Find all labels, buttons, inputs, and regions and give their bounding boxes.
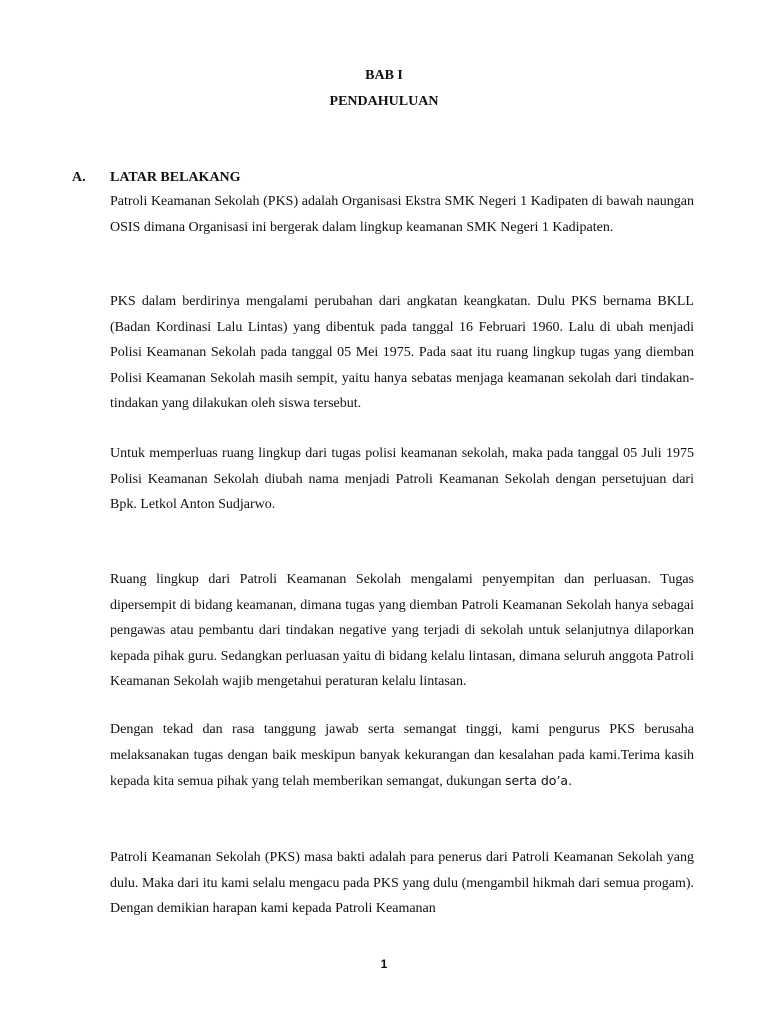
paragraph-1: Patroli Keamanan Sekolah (PKS) adalah Organisasi Ekstra SMK Negeri 1 Kadipaten di bawah naungan OSIS dimana Organisasi ini bergerak dalam lingkup keamanan SMK Negeri 1 Kadipaten. [110,194,694,235]
page-number: 1 [380,957,388,971]
paragraph-4: Ruang lingkup dari Patroli Keamanan Sekolah mengalami penyempitan dan perluasan. Tugas dipersempit di bidang keamanan, dimana tugas yang diemban Patroli Keamanan Sekolah hanya sebagai pengawas atau pembantu dari tindakan negative yang terjadi di sekolah untuk selanjutnya dilaporkan kepada pihak guru. Sedangkan perluasan yaitu di bidang kelalu lintasan, dimana seluruh anggota Patroli Keamanan Sekolah wajib mengetahui peraturan kelalu lintasan. [110,572,694,690]
section-title: LATAR BELAKANG [110,170,241,185]
chapter-number: BAB I [365,68,403,83]
paragraph-3: Untuk memperluas ruang lingkup dari tugas polisi keamanan sekolah, maka pada tanggal 05 Juli 1975 Polisi Keamanan Sekolah diubah nama menjadi Patroli Keamanan Sekolah dengan persetujuan dari Bpk. Letkol Anton Sudjarwo. [110,446,694,513]
paragraph-5-tail: serta do’a. [504,773,573,789]
paragraph-6: Patroli Keamanan Sekolah (PKS) masa bakti adalah para penerus dari Patroli Keamanan Sekolah yang dulu. Maka dari itu kami selalu mengacu pada PKS yang dulu (mengambil hikmah dari semua progam). Dengan demikian harapan kami kepada Patroli Keamanan [110,850,694,917]
paragraph-2: PKS dalam berdirinya mengalami perubahan dari angkatan keangkatan. Dulu PKS bernama BKLL (Badan Kordinasi Lalu Lintas) yang dibentuk pada tanggal 16 Februari 1960. Lalu di ubah menjadi Polisi Keamanan Sekolah pada tanggal 05 Mei 1975. Pada saat itu ruang lingkup tugas yang diemban Polisi Keamanan Sekolah masih sempit, yaitu hanya sebatas menjaga keamanan sekolah dari tindakan-tindakan yang dilakukan oleh siswa tersebut. [110,294,694,412]
paragraph-5 [110,717,694,795]
section-number: A. [72,170,86,185]
chapter-title: PENDAHULUAN [329,94,439,109]
paragraph-5-body: Dengan tekad dan rasa tanggung jawab serta semangat tinggi, kami pengurus PKS berusaha melaksanakan tugas dengan baik meskipun banyak kekurangan dan kesalahan pada kami.Terima kasih kepada kita semua pihak yang telah memberikan semangat, dukungan [110,722,694,790]
